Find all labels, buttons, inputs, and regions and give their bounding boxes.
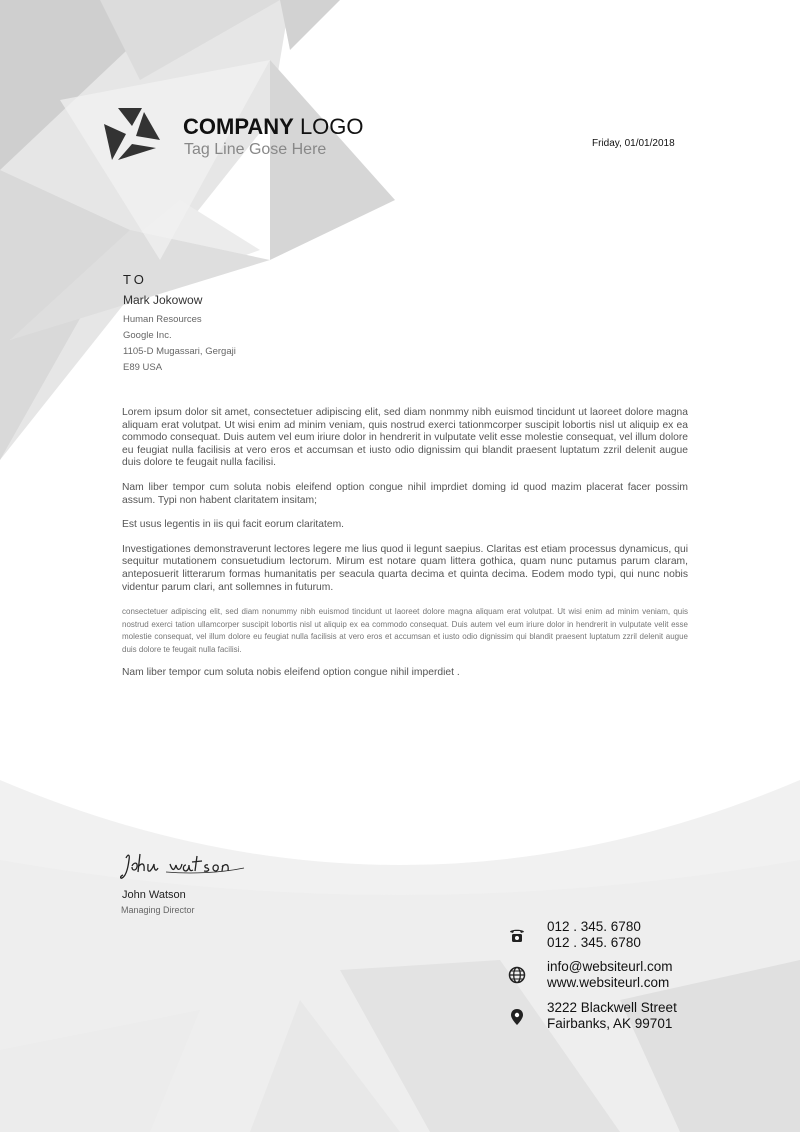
globe-icon	[508, 966, 526, 984]
body-paragraph-6: Nam liber tempor cum soluta nobis eleifend option congue nihil imperdiet .	[122, 666, 460, 678]
body-paragraph-4: Investigationes demonstraverunt lectores legere me lius quod ii legunt saepius. Claritas est etiam processus dynamicus, qui sequitur mutationem consuetudium lectorum. Mirum est notare quam littera gothica, quam nunc putamus parum claram, anteposuerit litterarum formas humanitatis per seacula quarta decima et quinta decima. Eodem modo typi, qui nunc nobis videntur parum clari, ant sollemnes in futurum.	[122, 543, 688, 593]
email-address: info@websiteurl.com	[547, 959, 673, 974]
letter-date: Friday, 01/01/2018	[592, 138, 675, 149]
phone-number-1: 012 . 345. 6780	[547, 919, 641, 934]
location-pin-icon	[508, 1008, 526, 1026]
signer-name: John Watson	[122, 889, 186, 901]
address-line-1: 3222 Blackwell Street	[547, 1000, 677, 1015]
company-name	[183, 114, 364, 140]
phone-number-2: 012 . 345. 6780	[547, 935, 641, 950]
company-name-rest: LOGO	[293, 114, 364, 139]
company-name-bold: COMPANY	[183, 114, 294, 139]
website-url: www.websiteurl.com	[547, 975, 670, 990]
recipient-department: Human Resources	[123, 314, 202, 325]
recipient-address-line-1: 1105-D Mugassari, Gergaji	[123, 346, 236, 357]
letter-body	[122, 407, 688, 691]
recipient-company: Google Inc.	[123, 330, 172, 341]
to-label: TO	[123, 272, 147, 287]
body-paragraph-2: Nam liber tempor cum soluta nobis eleifend option congue nihil imprdiet doming id quod mazim placerat facer possim assum. Typi non habent claritatem insitam;	[122, 481, 688, 506]
signer-title: Managing Director	[121, 905, 195, 915]
logo-mark-icon	[102, 106, 160, 162]
body-paragraph-1: Lorem ipsum dolor sit amet, consectetuer adipiscing elit, sed diam nonmmy nibh euismod tincidunt ut laoreet dolore magna aliquam erat volutpat. Ut wisi enim ad minim veniam, quis nostrud exerci tationmcorper suscipit lobortis nisl ut aliquip ex ea commodo consequat. Duis autem vel eum iriure dolor in hendrerit in vulputate velit esse molestie consequat, vel illum dolore eu feugiat nulla facilisis at vero eros et accumsan et iusto odio dignissim qui blandit praesent luptatum zzril delenit augue duis dolore te feugait nulla facilisi.	[122, 407, 688, 469]
body-paragraph-5: consectetuer adipiscing elit, sed diam nonummy nibh euismod tincidunt ut laoreet dolore magna aliquam erat volutpat. Ut wisi enim ad minim veniam, quis nostrud exerci tation ullamcorper suscipit lobortis nisl ut aliquip ex ea commodo consequat. Duis autem vel eum iriure dolor in hendrerit in vulputate velit esse molestie consequat, vel illum dolore eu feugiat nulla facilisis at vero eros et accumsan et iusto odio dignissim qui blandit praesent luptatum zzril delenit augue duis dolore te feugait nulla facilisi.	[122, 607, 688, 654]
signature-image	[120, 848, 248, 882]
address-line-2: Fairbanks, AK 99701	[547, 1016, 673, 1031]
phone-icon	[508, 926, 526, 944]
body-paragraph-3: Est usus legentis in iis qui facit eorum claritatem.	[122, 519, 345, 531]
recipient-name: Mark Jokowow	[123, 293, 203, 307]
tagline: Tag Line Gose Here	[184, 141, 327, 158]
recipient-address-line-2: E89 USA	[123, 362, 163, 373]
